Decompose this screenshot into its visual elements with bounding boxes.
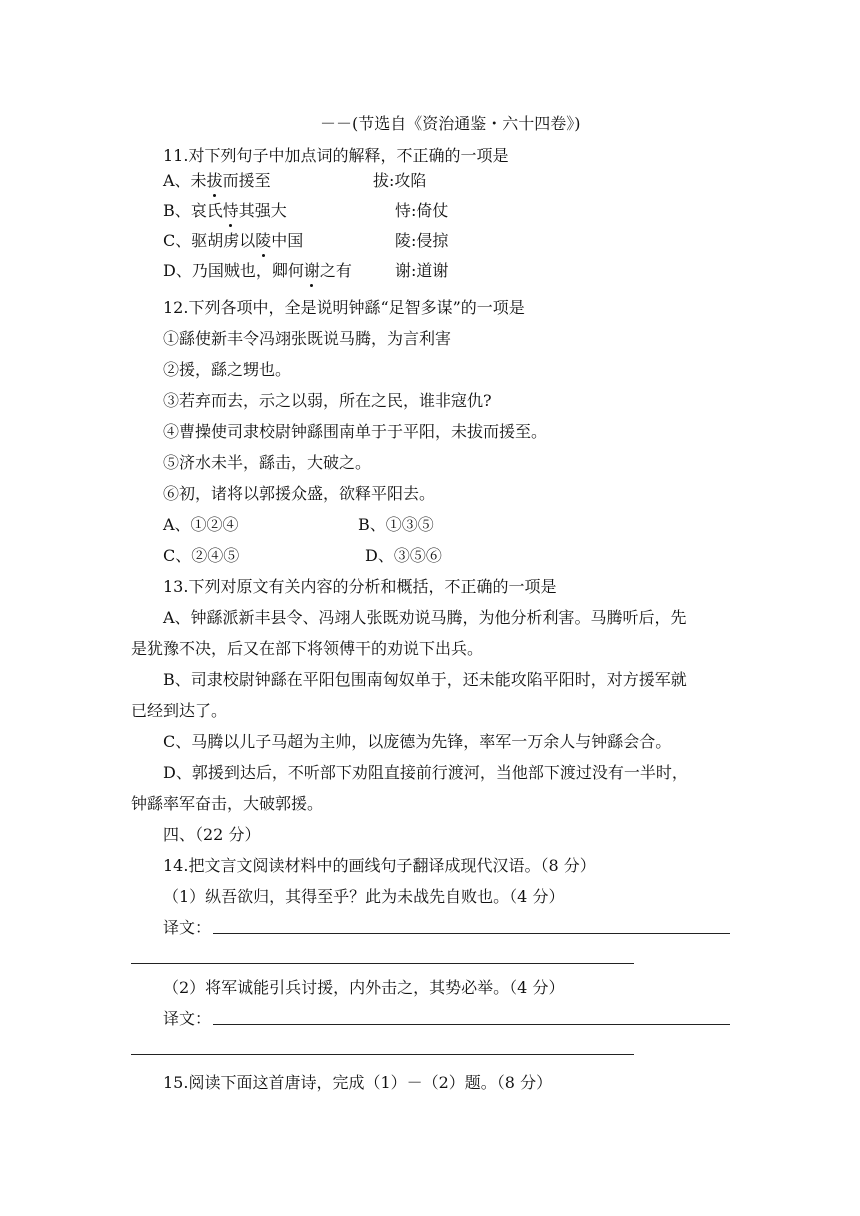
q12-choice-a: A、①②④ [163, 515, 239, 534]
emphasis-dot: 陵 [255, 231, 272, 250]
q14-answer-label-1: 译文： [163, 918, 212, 937]
answer-line[interactable] [213, 933, 730, 934]
q13-option-d-line-2: 钟繇率军奋击，大破郭援。 [131, 794, 324, 813]
answer-line[interactable] [213, 1024, 730, 1025]
q12-item-3: ③若弃而去，示之以弱，所在之民，谁非寇仇? [163, 391, 492, 410]
answer-line[interactable] [131, 1054, 634, 1055]
emphasis-dot: 拔 [206, 171, 223, 190]
q13-option-a-line-1: A、钟繇派新丰县令、冯翊人张既劝说马腾，为他分析利害。马腾听后，先 [163, 608, 687, 627]
q13-option-d-line-1: D、郭援到达后，不听部下劝阻直接前行渡河，当他部下渡过没有一半时， [163, 763, 688, 782]
q11-option-d-gloss: 谢:道谢 [395, 261, 449, 280]
q12-item-1: ①繇使新丰令冯翊张既说马腾，为言利害 [163, 329, 452, 348]
emphasis-dot: 谢 [303, 261, 320, 280]
q12-item-2: ②援，繇之甥也。 [163, 360, 292, 379]
q15-stem: 15.阅读下面这首唐诗，完成（1）－（2）题。（8 分） [163, 1073, 553, 1092]
q14-sub-1: （1）纵吾欲归，其得至乎？此为未战先自败也。（4 分） [163, 887, 565, 906]
q11-option-a-gloss: 拔:攻陷 [373, 171, 427, 190]
q13-option-b-line-1: B、司隶校尉钟繇在平阳包围南匈奴单于，还未能攻陷平阳时，对方援军就 [163, 670, 687, 689]
q13-option-a-line-2: 是犹豫不决，后又在部下将领傅干的劝说下出兵。 [131, 639, 484, 658]
q13-option-c: C、马腾以儿子马超为主帅，以庞德为先锋，率军一万余人与钟繇会合。 [163, 732, 672, 751]
q12-item-4: ④曹操使司隶校尉钟繇围南单于于平阳，未拔而援至。 [163, 422, 548, 441]
q11-option-b-gloss: 恃:倚仗 [395, 201, 449, 220]
q14-sub-2: （2）将军诚能引兵讨援，内外击之，其势必举。（4 分） [163, 978, 565, 997]
section-heading: 四、（22 分） [163, 825, 261, 844]
source-note: －－(节选自《资治通鉴・六十四卷》) [320, 114, 581, 133]
q11-stem: 11.对下列句子中加点词的解释，不正确的一项是 [163, 146, 509, 165]
q12-choice-d: D、③⑤⑥ [365, 546, 442, 565]
q12-choice-b: B、①③⑤ [358, 515, 434, 534]
q13-stem: 13.下列对原文有关内容的分析和概括，不正确的一项是 [163, 577, 557, 596]
q11-option-c-gloss: 陵:侵掠 [395, 231, 449, 250]
q14-answer-label-2: 译文： [163, 1009, 212, 1028]
q12-stem: 12.下列各项中，全是说明钟繇“足智多谋”的一项是 [163, 298, 525, 317]
q11-option-b-sentence: B、哀氏恃其强大 [163, 201, 287, 220]
q11-option-c-sentence: C、驱胡虏以陵中国 [163, 231, 304, 250]
q12-item-5: ⑤济水未半，繇击，大破之。 [163, 453, 372, 472]
q12-choice-c: C、②④⑤ [163, 546, 240, 565]
q13-option-b-line-2: 已经到达了。 [131, 701, 228, 720]
emphasis-dot: 恃 [222, 201, 239, 220]
answer-line[interactable] [131, 963, 634, 964]
q11-option-a-sentence: A、未拔而援至 [163, 171, 271, 190]
q11-option-d-sentence: D、乃国贼也，卿何谢之有 [163, 261, 352, 280]
q12-item-6: ⑥初，诸将以郭援众盛，欲释平阳去。 [163, 484, 436, 503]
q14-stem: 14.把文言文阅读材料中的画线句子翻译成现代汉语。（8 分） [163, 856, 596, 875]
